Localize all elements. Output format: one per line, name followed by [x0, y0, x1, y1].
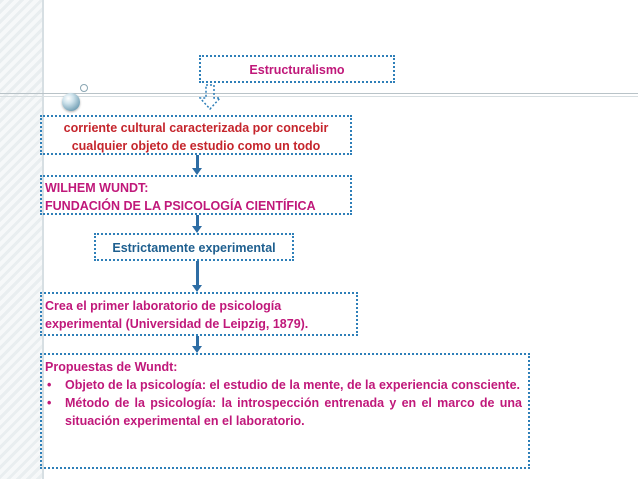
small-bubble-icon — [80, 84, 88, 92]
experimental-box — [94, 233, 294, 261]
definition-line-2: cualquier objeto de estudio como un todo — [71, 139, 321, 153]
header-rule — [0, 93, 638, 94]
proposals-title: Propuestas de Wundt: — [45, 360, 178, 374]
bullet-icon: • — [47, 396, 52, 410]
arrow-down-icon — [196, 261, 199, 286]
definition-box — [40, 115, 352, 155]
arrow-down-icon — [196, 155, 199, 169]
wundt-line-1: WILHEM WUNDT: — [45, 181, 149, 195]
wundt-box — [40, 175, 352, 215]
laboratory-line-1: Crea el primer laboratorio de psicología — [45, 299, 282, 313]
proposal-text: Objeto de la psicología: el estudio de la mente, de la experiencia consciente. — [65, 378, 520, 392]
arrow-down-icon — [196, 215, 199, 227]
arrow-down-icon — [196, 336, 199, 347]
proposal-text: Método de la psicología: la introspección entrenada y en el marco de una situación experimental en el laboratorio. — [65, 396, 522, 428]
bubble-icon — [62, 93, 80, 111]
hollow-down-arrow-icon — [199, 84, 221, 110]
title-text: Estructuralismo — [249, 63, 345, 77]
proposals-box — [40, 353, 530, 469]
definition-line-1: corriente cultural caracterizada por concebir — [63, 121, 329, 135]
laboratory-box — [40, 292, 358, 336]
bullet-icon: • — [47, 378, 52, 392]
list-item — [45, 376, 522, 394]
list-item — [45, 394, 522, 430]
header-rule-secondary — [0, 96, 638, 97]
title-box — [199, 55, 395, 83]
decorative-stripe — [0, 0, 44, 479]
wundt-line-2: FUNDACIÓN DE LA PSICOLOGÍA CIENTÍFICA — [45, 199, 316, 213]
experimental-text: Estrictamente experimental — [112, 241, 276, 255]
laboratory-line-2: experimental (Universidad de Leipzig, 1879). — [45, 317, 309, 331]
proposals-list — [45, 376, 522, 430]
